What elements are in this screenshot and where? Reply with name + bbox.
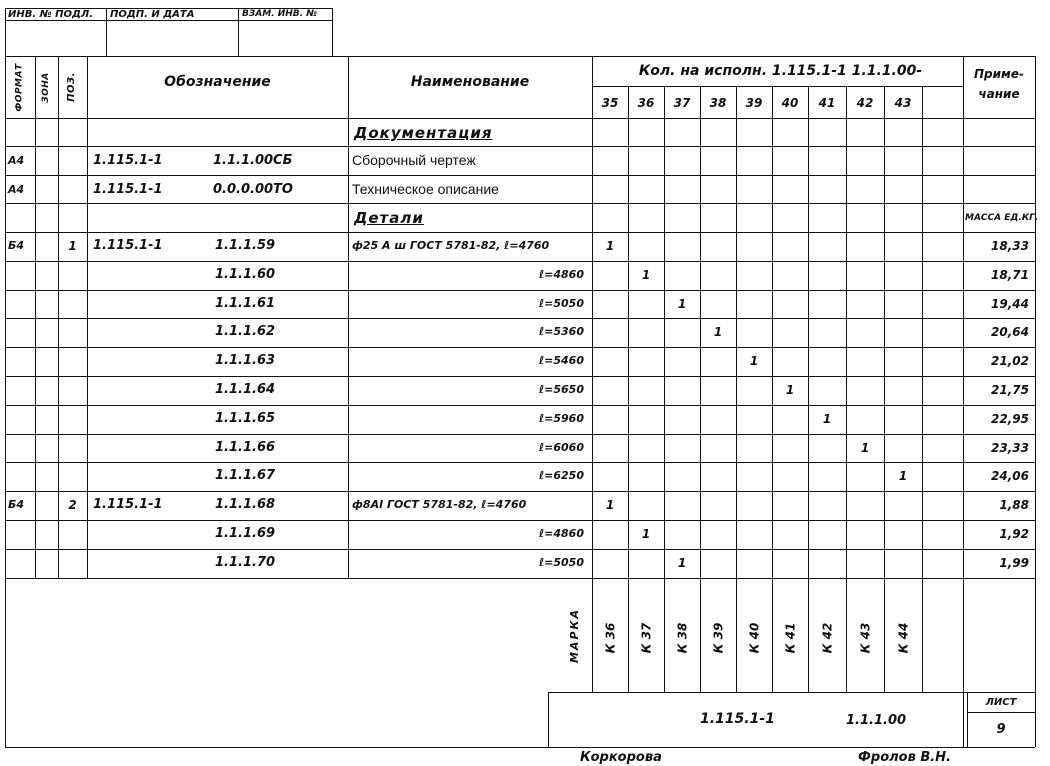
row-mark: 1 <box>605 239 615 253</box>
marka-item-4: К 40 <box>746 622 761 654</box>
hdr-naimenovanie: Наименование <box>410 74 530 90</box>
hdr-col-43: 43 <box>894 96 912 110</box>
stamp-inv-podl: ИНВ. № ПОДЛ. <box>8 9 94 20</box>
row-mark: 1 <box>605 498 615 513</box>
row-name: ф25 А ш ГОСТ 5781-82, ℓ=4760 <box>352 239 550 252</box>
grid-line <box>238 8 239 56</box>
hdr-kol-title: Кол. на исполн. 1.115.1-1 1.1.1.00- <box>638 63 923 79</box>
row-designation-2: 1.1.1.66 <box>215 439 276 455</box>
row-mass: 1,99 <box>999 555 1029 570</box>
row-designation-2: 1.1.1.60 <box>215 266 276 282</box>
row-mark: 1 <box>749 354 759 369</box>
row-mark: 1 <box>785 383 795 397</box>
grid-line <box>87 56 88 578</box>
hdr-col-35: 35 <box>601 96 619 110</box>
row-mass: 20,64 <box>991 325 1029 340</box>
hdr-col-38: 38 <box>709 96 727 110</box>
grid-line <box>963 578 964 692</box>
hdr-col-40: 40 <box>781 96 799 110</box>
marka-item-2: К 38 <box>674 622 689 654</box>
hdr-prim-2: чание <box>978 87 1020 101</box>
row-mark: 1 <box>822 411 832 426</box>
row-mass: 21,02 <box>991 354 1029 369</box>
section-details: Детали <box>354 209 424 227</box>
grid-line <box>5 56 6 747</box>
row-mass: 18,33 <box>991 239 1029 253</box>
row-mass: 22,95 <box>991 411 1029 426</box>
grid-line <box>664 86 665 692</box>
footer-right-name: Фролов В.Н. <box>858 750 951 765</box>
hdr-col-37: 37 <box>673 96 691 110</box>
marka-item-1: К 37 <box>638 622 653 654</box>
row-mass: 19,44 <box>991 296 1029 311</box>
grid-line <box>5 56 1035 57</box>
title-list-num: 9 <box>996 722 1006 737</box>
row-format: А4 <box>8 183 25 196</box>
row-length: ℓ=5050 <box>538 555 584 569</box>
footer-left-name: Коркорова <box>580 750 662 765</box>
grid-line <box>5 747 1035 748</box>
row-mark: 1 <box>713 325 723 340</box>
grid-line <box>592 86 963 87</box>
hdr-col-39: 39 <box>745 96 763 110</box>
title-code-1: 1.115.1-1 <box>700 711 775 727</box>
marka-item-5: К 41 <box>782 622 797 654</box>
hdr-prim-1: Приме- <box>974 67 1024 81</box>
row-poz: 2 <box>68 498 77 513</box>
row-length: ℓ=4860 <box>538 267 584 281</box>
row-length: ℓ=4860 <box>538 527 584 540</box>
row-mark: 1 <box>641 267 651 282</box>
row-designation-2: 1.1.1.69 <box>215 526 276 541</box>
hdr-poz: ПОЗ. <box>65 72 77 102</box>
row-designation-2: 1.1.1.63 <box>215 353 276 369</box>
hdr-format: ФОРМАТ <box>14 62 25 112</box>
grid-line <box>592 578 593 692</box>
row-mass: 1,88 <box>999 498 1029 513</box>
grid-line <box>5 8 6 56</box>
row-designation-1: 1.115.1-1 <box>93 182 163 197</box>
row-mass: 1,92 <box>999 527 1029 541</box>
title-list-label: ЛИСТ <box>985 697 1017 708</box>
row-length: ℓ=5960 <box>538 411 584 425</box>
row-designation-2: 1.1.1.65 <box>215 410 276 426</box>
row-designation-2: 1.1.1.00СБ <box>213 153 293 168</box>
row-poz: 1 <box>68 239 77 253</box>
section-documentation: Документация <box>354 124 493 142</box>
marka-item-3: К 39 <box>710 622 725 654</box>
row-length: ℓ=5460 <box>538 354 584 368</box>
grid-line <box>548 692 549 747</box>
row-designation-1: 1.115.1-1 <box>93 153 163 168</box>
grid-line <box>846 86 847 692</box>
row-designation-2: 1.1.1.61 <box>215 295 276 311</box>
hdr-col-36: 36 <box>637 96 655 110</box>
row-designation-2: 1.1.1.68 <box>215 497 276 513</box>
marka-item-7: К 43 <box>857 622 872 654</box>
grid-line <box>1035 56 1036 747</box>
grid-line <box>967 712 1035 713</box>
row-designation-1: 1.115.1-1 <box>93 238 163 253</box>
row-mass: 18,71 <box>991 267 1029 282</box>
row-designation-2: 1.1.1.59 <box>215 238 276 253</box>
row-mark: 1 <box>898 469 908 484</box>
grid-line <box>884 86 885 692</box>
row-name: ф8АI ГОСТ 5781-82, ℓ=4760 <box>352 498 527 512</box>
row-format: А4 <box>8 154 25 167</box>
grid-line <box>5 118 1035 119</box>
row-mark: 1 <box>641 527 651 541</box>
grid-line <box>736 86 737 692</box>
row-designation-2: 1.1.1.64 <box>215 382 276 397</box>
row-designation-1: 1.115.1-1 <box>93 497 163 513</box>
grid-line <box>808 86 809 692</box>
row-designation-2: 0.0.0.00ТО <box>213 182 293 197</box>
row-length: ℓ=6060 <box>538 440 584 454</box>
hdr-col-41: 41 <box>818 96 836 110</box>
stamp-vzam-inv: ВЗАМ. ИНВ. № <box>242 9 318 19</box>
row-designation-2: 1.1.1.70 <box>215 554 276 570</box>
grid-line <box>628 86 629 692</box>
grid-line <box>5 20 332 21</box>
row-designation-2: 1.1.1.67 <box>215 468 276 484</box>
row-mass: 23,33 <box>991 440 1029 455</box>
hdr-col-42: 42 <box>856 96 874 110</box>
row-mass: 24,06 <box>991 469 1029 484</box>
marka-item-6: К 42 <box>819 622 834 654</box>
row-designation-2: 1.1.1.62 <box>215 324 276 340</box>
row-format: Б4 <box>8 239 25 252</box>
row-length: ℓ=5650 <box>538 383 584 396</box>
row-format: Б4 <box>8 498 25 512</box>
row-name: Сборочный чертеж <box>352 152 476 168</box>
row-mark: 1 <box>677 555 687 570</box>
row-mass: 21,75 <box>991 383 1029 397</box>
grid-line <box>5 578 1035 579</box>
marka-item-8: К 44 <box>895 622 910 654</box>
row-name: Техническое описание <box>352 181 499 197</box>
row-length: ℓ=6250 <box>538 469 584 483</box>
hdr-zona: ЗОНА <box>40 71 51 103</box>
grid-line <box>963 692 964 747</box>
row-length: ℓ=5360 <box>538 325 584 339</box>
stamp-podp-data: ПОДП. И ДАТА <box>110 9 195 20</box>
title-code-2: 1.1.1.00 <box>846 713 907 728</box>
row-length: ℓ=5050 <box>538 296 584 310</box>
row-mark: 1 <box>860 440 870 455</box>
grid-line <box>922 86 923 692</box>
row-mark: 1 <box>677 296 687 311</box>
marka-title: МАРКА <box>567 607 581 663</box>
marka-item-0: К 36 <box>602 622 617 654</box>
hdr-oboznachenie: Обозначение <box>164 74 271 90</box>
grid-line <box>700 86 701 692</box>
mass-header: МАССА ЕД.КГ. <box>965 213 1039 223</box>
grid-line <box>548 692 1035 693</box>
